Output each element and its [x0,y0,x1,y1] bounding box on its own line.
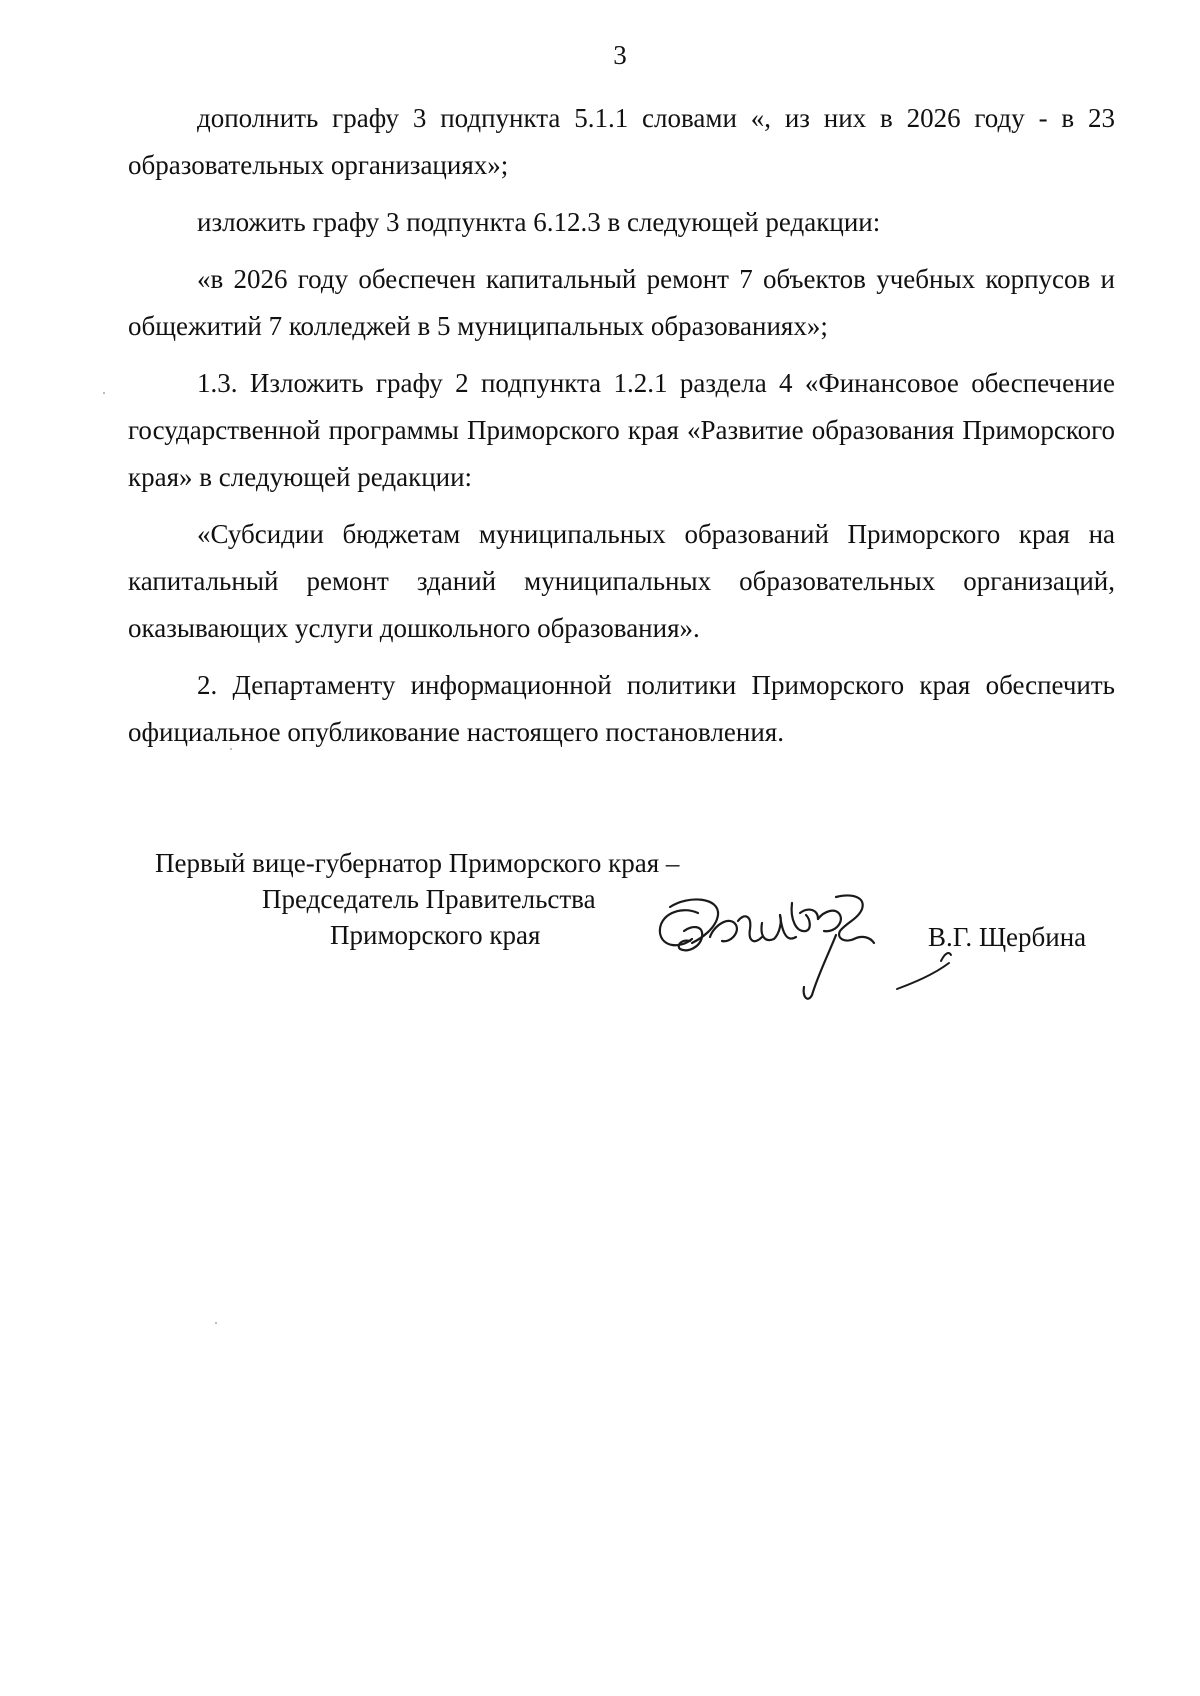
signature-block [0,845,1200,1005]
document-body [128,95,1115,766]
signatory-title-line-3: Приморского края [330,920,541,950]
handwritten-signature [640,885,900,1005]
signatory-name: В.Г. Щербина [928,922,1087,952]
page-number: 3 [613,40,627,70]
scan-speck [215,1322,217,1324]
paragraph-1: дополнить графу 3 подпункта 5.1.1 словами «, из них в 2026 году - в 23 образовательных организациях»; [128,103,1115,180]
paragraph-3: «в 2026 году обеспечен капитальный ремонт 7 объектов учебных корпусов и общежитий 7 колледжей в 5 муниципальных образованиях»; [128,264,1115,341]
scan-speck [230,748,232,750]
paragraph-6: 2. Департаменту информационной политики Приморского края обеспечить официальное опубликование настоящего постановления. [128,670,1115,747]
paragraph-2: изложить графу 3 подпункта 6.12.3 в следующей редакции: [197,207,881,237]
paragraph-4: 1.3. Изложить графу 2 подпункта 1.2.1 раздела 4 «Финансовое обеспечение государственной программы Приморского края «Развитие образования Приморского края» в следующей редакции: [128,368,1115,492]
paragraph-5: «Субсидии бюджетам муниципальных образований Приморского края на капитальный ремонт зданий муниципальных образовательных организаций, оказывающих услуги дошкольного образования». [128,519,1115,643]
scan-speck [103,392,105,394]
signatory-title-line-2: Председатель Правительства [262,884,596,914]
signatory-title-line-1: Первый вице-губернатор Приморского края – [155,848,680,878]
